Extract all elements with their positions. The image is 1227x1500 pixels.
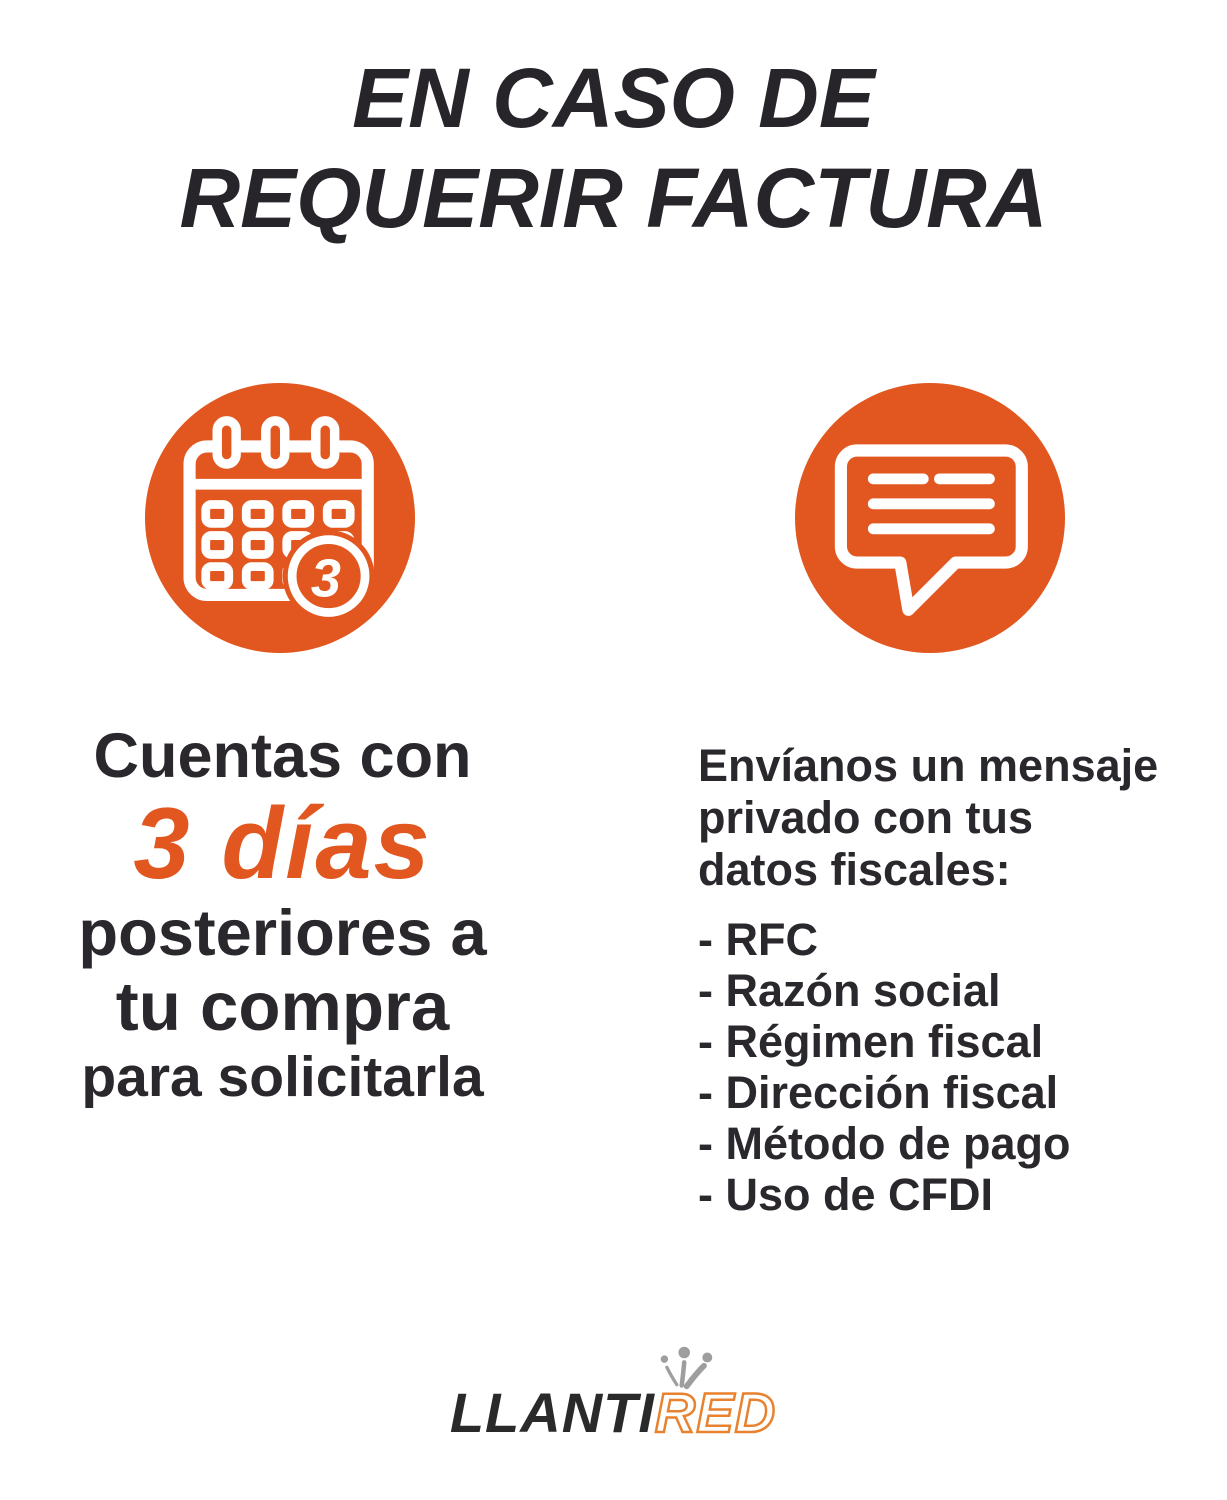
left-highlight-3-dias: 3 días [133, 788, 432, 900]
right-text-block [698, 740, 1198, 1220]
page-title-line1: EN CASO DE [352, 51, 875, 145]
list-item-rfc: - RFC [698, 914, 818, 965]
list-item-direccion-fiscal: - Dirección fiscal [698, 1067, 1059, 1118]
logo-text-red: RED [654, 1381, 777, 1444]
right-intro-line1: Envíanos un mensaje [698, 740, 1159, 791]
chat-message-icon [795, 383, 1065, 653]
left-line-3: tu compra [115, 968, 450, 1045]
page-title [0, 48, 1227, 248]
page-title-line2: REQUERIR FACTURA [179, 151, 1048, 245]
list-item-uso-de-cfdi: - Uso de CFDI [698, 1169, 994, 1220]
right-intro-line3: datos fiscales: [698, 844, 1011, 895]
llantired-logo [449, 1381, 777, 1444]
left-line-4: para solicitarla [81, 1045, 484, 1109]
list-item-regimen-fiscal: - Régimen fiscal [698, 1016, 1044, 1067]
burst-icon [653, 1344, 719, 1394]
left-text-block [0, 720, 565, 1109]
right-intro-line2: privado con tus [698, 792, 1034, 843]
left-line-2: posteriores a [78, 896, 487, 969]
list-item-razon-social: - Razón social [698, 965, 1001, 1016]
list-item-metodo-de-pago: - Método de pago [698, 1118, 1071, 1169]
left-line-1: Cuentas con [93, 721, 472, 791]
fiscal-data-list [698, 914, 1198, 1220]
logo-text-llanti: LLANTI [449, 1381, 655, 1444]
badge-number: 3 [310, 548, 341, 609]
calendar-3-days-icon [145, 383, 415, 653]
